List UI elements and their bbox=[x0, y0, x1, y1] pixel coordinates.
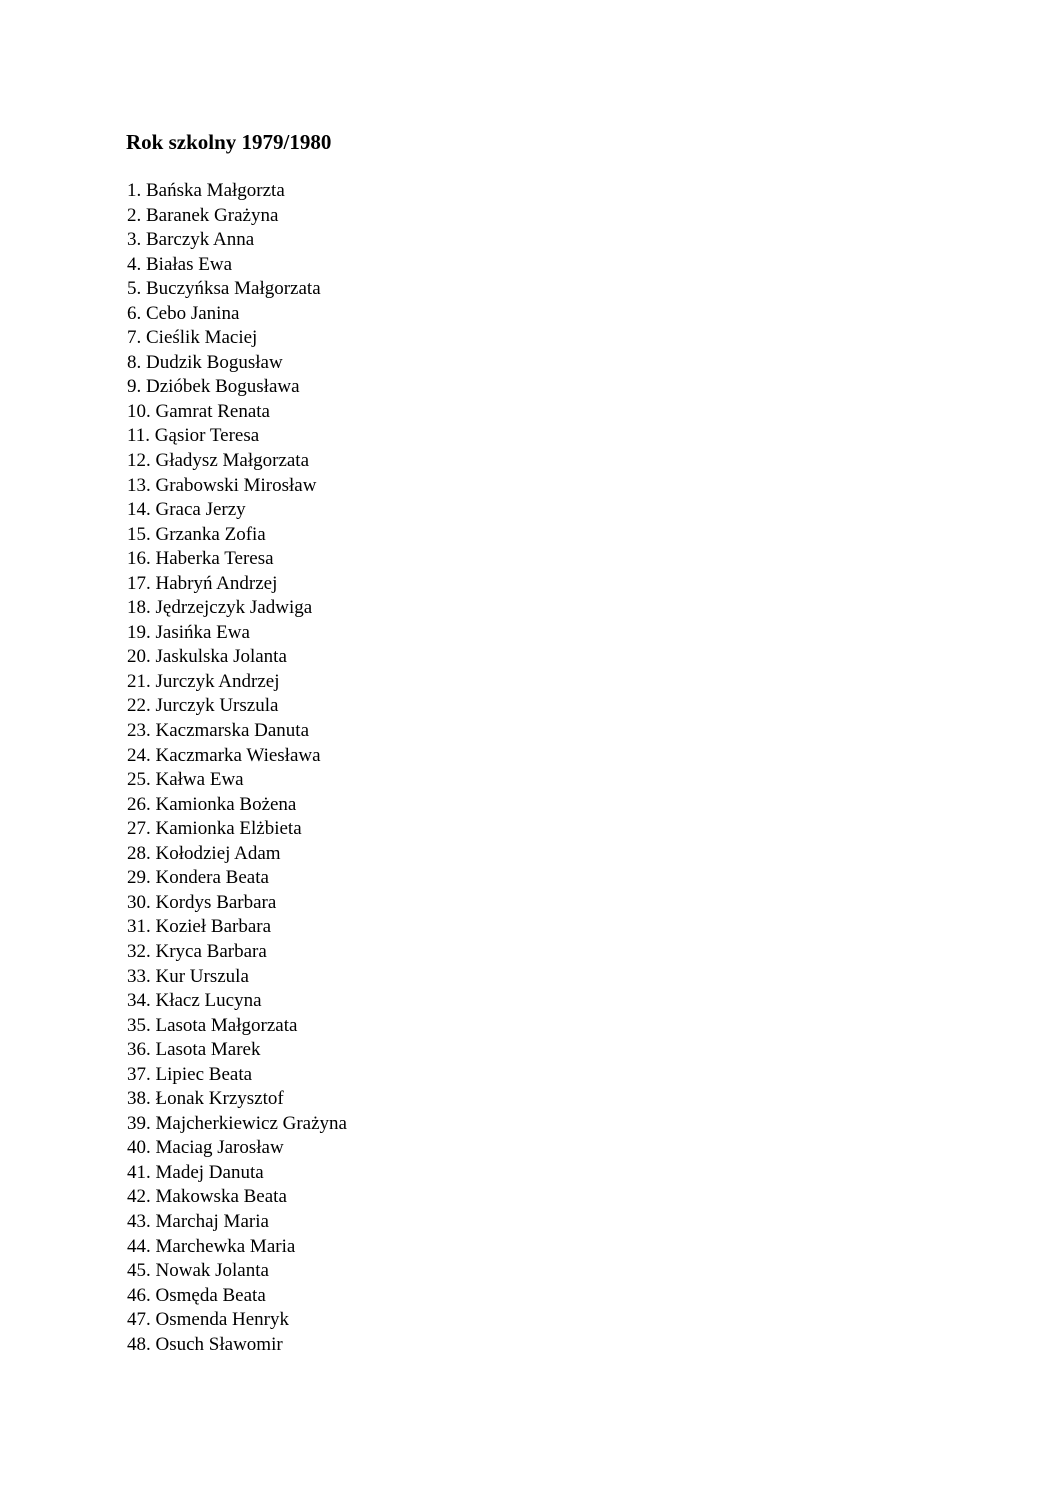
list-item: 10. Gamrat Renata bbox=[127, 400, 270, 422]
student-list bbox=[127, 179, 347, 1357]
list-item: 34. Kłacz Lucyna bbox=[127, 990, 262, 1012]
list-item: 17. Habryń Andrzej bbox=[127, 572, 278, 594]
list-item: 14. Graca Jerzy bbox=[127, 499, 246, 521]
list-item: 30. Kordys Barbara bbox=[127, 891, 277, 913]
list-item: 44. Marchewka Maria bbox=[127, 1235, 296, 1257]
list-item: 40. Maciag Jarosław bbox=[127, 1137, 284, 1159]
list-item: 35. Lasota Małgorzata bbox=[127, 1014, 298, 1036]
list-item: 39. Majcherkiewicz Grażyna bbox=[127, 1112, 347, 1134]
list-item: 11. Gąsior Teresa bbox=[127, 425, 260, 447]
list-item: 46. Osmęda Beata bbox=[127, 1284, 266, 1306]
list-item: 22. Jurczyk Urszula bbox=[127, 695, 279, 717]
list-item: 4. Białas Ewa bbox=[127, 253, 233, 275]
list-item: 5. Buczyńksa Małgorzata bbox=[127, 278, 321, 300]
list-item: 42. Makowska Beata bbox=[127, 1186, 287, 1208]
list-item: 31. Kozieł Barbara bbox=[127, 916, 272, 938]
list-item: 24. Kaczmarka Wiesława bbox=[127, 744, 321, 766]
list-item: 29. Kondera Beata bbox=[127, 867, 269, 889]
list-item: 23. Kaczmarska Danuta bbox=[127, 720, 310, 742]
list-item: 28. Kołodziej Adam bbox=[127, 842, 281, 864]
list-item: 21. Jurczyk Andrzej bbox=[127, 670, 280, 692]
list-item: 32. Kryca Barbara bbox=[127, 940, 267, 962]
list-item: 9. Dzióbek Bogusława bbox=[127, 376, 300, 398]
list-item: 13. Grabowski Mirosław bbox=[127, 474, 317, 496]
list-item: 25. Kałwa Ewa bbox=[127, 769, 244, 791]
list-item: 37. Lipiec Beata bbox=[127, 1063, 253, 1085]
document-title: Rok szkolny 1979/1980 bbox=[126, 130, 332, 154]
list-item: 7. Cieślik Maciej bbox=[127, 327, 258, 349]
list-item: 38. Łonak Krzysztof bbox=[127, 1088, 284, 1110]
list-item: 43. Marchaj Maria bbox=[127, 1210, 269, 1232]
list-item: 12. Gładysz Małgorzata bbox=[127, 450, 310, 472]
list-item: 48. Osuch Sławomir bbox=[127, 1333, 283, 1355]
list-item: 18. Jędrzejczyk Jadwiga bbox=[127, 597, 313, 619]
list-item: 6. Cebo Janina bbox=[127, 302, 240, 324]
list-item: 8. Dudzik Bogusław bbox=[127, 351, 283, 373]
list-item: 47. Osmenda Henryk bbox=[127, 1309, 289, 1331]
list-item: 15. Grzanka Zofia bbox=[127, 523, 266, 545]
list-item: 26. Kamionka Bożena bbox=[127, 793, 297, 815]
list-item: 3. Barczyk Anna bbox=[127, 229, 255, 251]
list-item: 20. Jaskulska Jolanta bbox=[127, 646, 287, 668]
list-item: 27. Kamionka Elżbieta bbox=[127, 818, 302, 840]
list-item: 2. Baranek Grażyna bbox=[127, 204, 279, 226]
list-item: 19. Jasińka Ewa bbox=[127, 621, 250, 643]
list-item: 36. Lasota Marek bbox=[127, 1039, 261, 1061]
list-item: 1. Bańska Małgorzta bbox=[127, 180, 285, 201]
list-item: 41. Madej Danuta bbox=[127, 1161, 264, 1183]
list-item: 16. Haberka Teresa bbox=[127, 548, 274, 570]
list-item: 33. Kur Urszula bbox=[127, 965, 249, 987]
list-item: 45. Nowak Jolanta bbox=[127, 1260, 269, 1282]
